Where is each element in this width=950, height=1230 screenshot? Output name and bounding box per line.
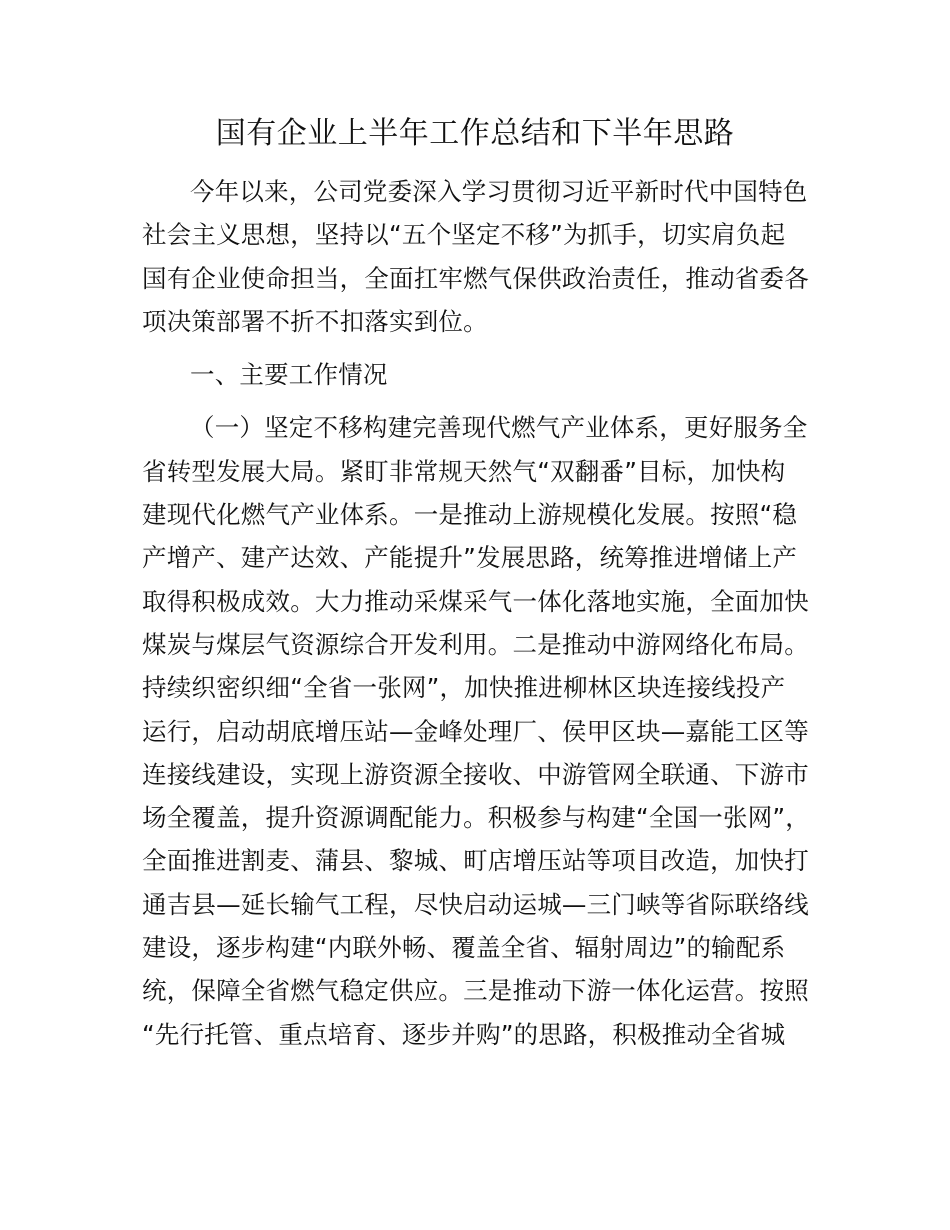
paragraph-line: 连接线建设，实现上游资源全接收、中游管网全联通、下游市	[142, 759, 809, 789]
paragraph-line: 取得积极成效。大力推动采煤采气一体化落地实施，全面加快	[142, 586, 809, 616]
paragraph-line: 煤炭与煤层气资源综合开发利用。二是推动中游网络化布局。	[142, 629, 809, 659]
paragraph-line: 运行，启动胡底增压站—金峰处理厂、侯甲区块—嘉能工区等	[142, 716, 809, 746]
paragraph-line: 场全覆盖，提升资源调配能力。积极参与构建“全国一张网”，	[142, 803, 810, 833]
paragraph-line: （一）坚定不移构建完善现代燃气产业体系，更好服务全	[190, 413, 808, 443]
paragraph-line: 全面推进割麦、蒲县、黎城、町店增压站等项目改造，加快打	[142, 846, 809, 876]
paragraph-line: 产增产、建产达效、产能提升”发展思路，统筹推进增储上产	[142, 543, 798, 573]
paragraph-line: “先行托管、重点培育、逐步并购”的思路，积极推动全省城	[142, 1019, 786, 1049]
paragraph-line: 统，保障全省燃气稳定供应。三是推动下游一体化运营。按照	[142, 976, 809, 1006]
paragraph-line: 国有企业使命担当，全面扛牢燃气保供政治责任，推动省委各	[142, 263, 809, 293]
paragraph-line: 社会主义思想，坚持以“五个坚定不移”为抓手，切实肩负起	[142, 220, 786, 250]
paragraph-line: 项决策部署不折不扣落实到位。	[142, 306, 488, 336]
paragraph-line: 持续织密织细“全省一张网”，加快推进柳林区块连接线投产	[142, 673, 786, 703]
paragraph-line: 建现代化燃气产业体系。一是推动上游规模化发展。按照“稳	[142, 500, 798, 530]
section-heading: 一、主要工作情况	[190, 360, 388, 390]
paragraph-line: 通吉县—延长输气工程，尽快启动运城—三门峡等省际联络线	[142, 889, 809, 919]
paragraph-line: 今年以来，公司党委深入学习贯彻习近平新时代中国特色	[190, 177, 808, 206]
section-paragraph	[142, 406, 842, 1055]
document-body	[142, 170, 842, 1056]
intro-paragraph	[142, 170, 842, 343]
document-title: 国有企业上半年工作总结和下半年思路	[215, 116, 735, 151]
paragraph-line: 建设，逐步构建“内联外畅、覆盖全省、辐射周边”的输配系	[142, 933, 786, 963]
paragraph-line: 省转型发展大局。紧盯非常规天然气“双翻番”目标，加快构	[142, 456, 786, 486]
